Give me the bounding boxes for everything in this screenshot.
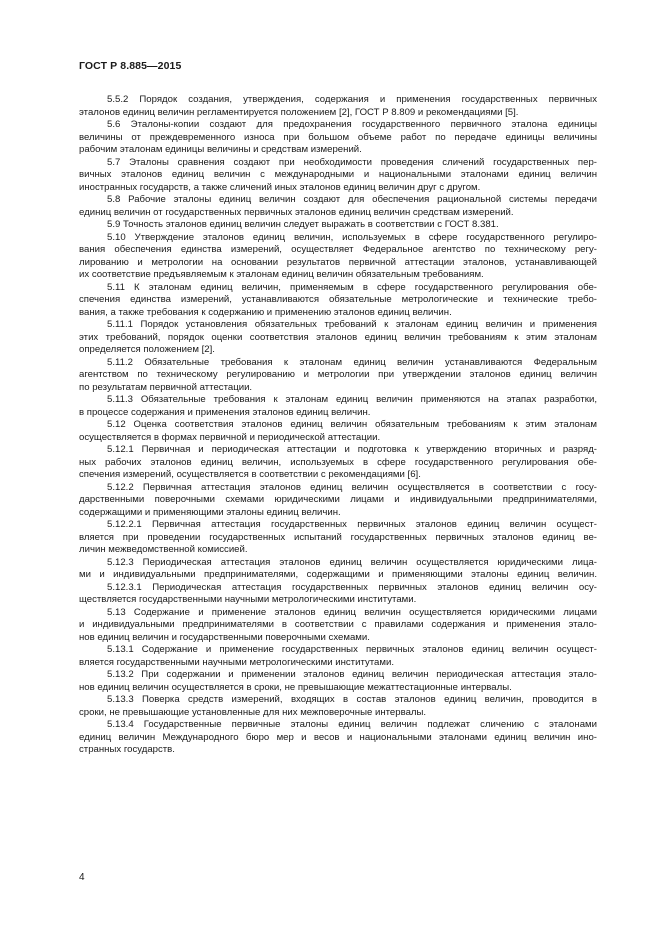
text-line: иностранных государств, а также сличений иных эталонов единиц величин друг с другом.: [79, 181, 481, 193]
text-line: ществляется государственными научными метрологическими институтами.: [79, 594, 417, 605]
text-line: осуществляется в формах первичной и периодической аттестации.: [79, 431, 381, 443]
text-line: агентством по техническому регулированию и метрологии при утверждении эталонов единиц величин: [79, 369, 597, 380]
text-line: этих требований, порядок оценки соответствия эталонов единиц величин требованиям к этим эталонам: [79, 331, 597, 343]
text-line: 5.9 Точность эталонов единиц величин следует выражать в соответствии с ГОСТ 8.381.: [107, 219, 499, 230]
document-header: ГОСТ Р 8.885—2015: [79, 60, 182, 72]
text-line: 5.10 Утверждение эталонов единиц величин, используемых в сфере государственного регулиро-: [107, 231, 597, 243]
text-line: 5.12.2.1 Первичная аттестация государственных первичных эталонов единиц величин осущест-: [107, 519, 597, 530]
page-number: 4: [79, 872, 85, 883]
text-line: 5.11 К эталонам единиц величин, применяемым в сфере государственного регулирования обе-: [107, 281, 597, 293]
text-line: лированию и метрологии на основании результатов первичной аттестации эталонов, устанавливающей: [79, 256, 597, 268]
text-line: нов единиц величин осуществляется в сроки, не превышающие межаттестационные интервалы.: [79, 681, 512, 693]
text-line: рабочим эталонам единицы величины и средствам измерений.: [79, 144, 362, 155]
text-line: единиц величин Международного бюро мер и весов и национальными эталонами единиц величин ино-: [79, 731, 597, 743]
text-line: в процессе содержания и применения эталонов единиц величин.: [79, 406, 371, 418]
text-line: 5.12.3.1 Периодическая аттестация государственных первичных эталонов единиц величин осу-: [107, 581, 597, 593]
text-line: 5.11.1 Порядок установления обязательных требований к эталонам единиц величин и применения: [107, 319, 597, 330]
text-line: вания обеспечения единства измерений, осуществляет Федеральное агентство по техническому регу-: [79, 244, 597, 255]
text-line: личин межведомственной комиссией.: [79, 544, 248, 555]
text-line: единиц величин от государственных первичных эталонов единиц величин средствам измерений.: [79, 206, 514, 218]
text-line: вичных эталонов единиц величин с международными и национальными эталонами единиц величин: [79, 169, 597, 180]
text-line: спечения измерений, осуществляется в соответствии с рекомендациями [6].: [79, 469, 421, 480]
text-line: 5.5.2 Порядок создания, утверждения, содержания и применения государственных первичных: [107, 94, 597, 105]
text-line: ных рабочих эталонов единиц величин, используемых в сфере государственного регулирования обе-: [79, 456, 597, 468]
text-line: 5.12.1 Первичная и периодическая аттестации и подготовка к утверждению вторичных и разряд-: [107, 444, 597, 455]
text-line: их соответствие предъявляемым к эталонам единиц величин обязательным требованиям.: [79, 269, 484, 280]
text-line: и индивидуальными предпринимателями в соответствии с правилами содержания и применения этало-: [79, 619, 597, 630]
text-line: ми и индивидуальными предпринимателями, содержащими и применяющими эталоны единиц величин.: [79, 569, 597, 580]
text-line: вания, а также требования к содержанию и применению эталонов единиц величин.: [79, 306, 452, 318]
text-line: 5.13.3 Поверка средств измерений, входящих в состав эталонов единиц величин, проводится в: [107, 694, 597, 705]
text-line: вляется при проведении государственных испытаний государственных первичных эталонов единиц ве-: [79, 531, 597, 543]
text-line: нов единиц величин и государственными поверочными схемами.: [79, 631, 370, 643]
text-line: 5.11.3 Обязательные требования к эталонам единиц величин применяются на этапах разработки,: [107, 394, 597, 405]
text-line: 5.6 Эталоны-копии создают для предохранения государственного первичного эталона единицы: [107, 119, 597, 130]
text-line: дарственными поверочными схемами юридическими лицами и индивидуальными предпринимателями,: [79, 494, 597, 505]
text-line: 5.13 Содержание и применение эталонов единиц величин осуществляется юридическими лицами: [107, 606, 597, 618]
text-line: 5.11.2 Обязательные требования к эталонам единиц величин устанавливаются Федеральным: [107, 356, 597, 368]
document-body: [79, 94, 597, 757]
text-line: содержащими и применяющими эталоны единиц величин.: [79, 506, 341, 518]
text-line: 5.12.3 Периодическая аттестация эталонов единиц величин осуществляется юридическими лица-: [107, 556, 597, 568]
text-line: определяется положением [2].: [79, 344, 215, 355]
text-line: вляется государственными научными метрологическими институтами.: [79, 656, 394, 668]
text-line: сроки, не превышающие установленные для них межповерочные интервалы.: [79, 706, 427, 718]
text-line: по результатам первичной аттестации.: [79, 381, 253, 393]
text-line: 5.12.2 Первичная аттестация эталонов единиц величин осуществляется в соответствии с госу-: [107, 481, 597, 493]
text-line: 5.13.1 Содержание и применение государственных первичных эталонов единиц величин осущест-: [107, 644, 597, 655]
text-line: 5.13.2 При содержании и применении эталонов единиц величин периодическая аттестация этало-: [107, 669, 597, 680]
text-line: 5.13.4 Государственные первичные эталоны единиц величин подлежат сличению с эталонами: [107, 719, 597, 730]
text-line: странных государств.: [79, 744, 175, 755]
text-line: 5.8 Рабочие эталоны единиц величин создают для обеспечения рациональной системы передачи: [107, 194, 597, 205]
text-line: эталонов единиц величин регламентируется положением [2], ГОСТ Р 8.809 и рекомендациями [5].: [79, 106, 519, 118]
text-line: величины от преждевременного износа при большом объеме работ по передаче единицы величины: [79, 131, 597, 143]
text-line: спечения единства измерений, устанавливаются обязательные метрологические и технические требо-: [79, 294, 597, 305]
text-line: 5.12 Оценка соответствия эталонов единиц величин обязательным требованиям к этим эталонам: [107, 419, 597, 430]
text-line: 5.7 Эталоны сравнения создают при необходимости проведения сличений государственных пер-: [107, 156, 597, 168]
